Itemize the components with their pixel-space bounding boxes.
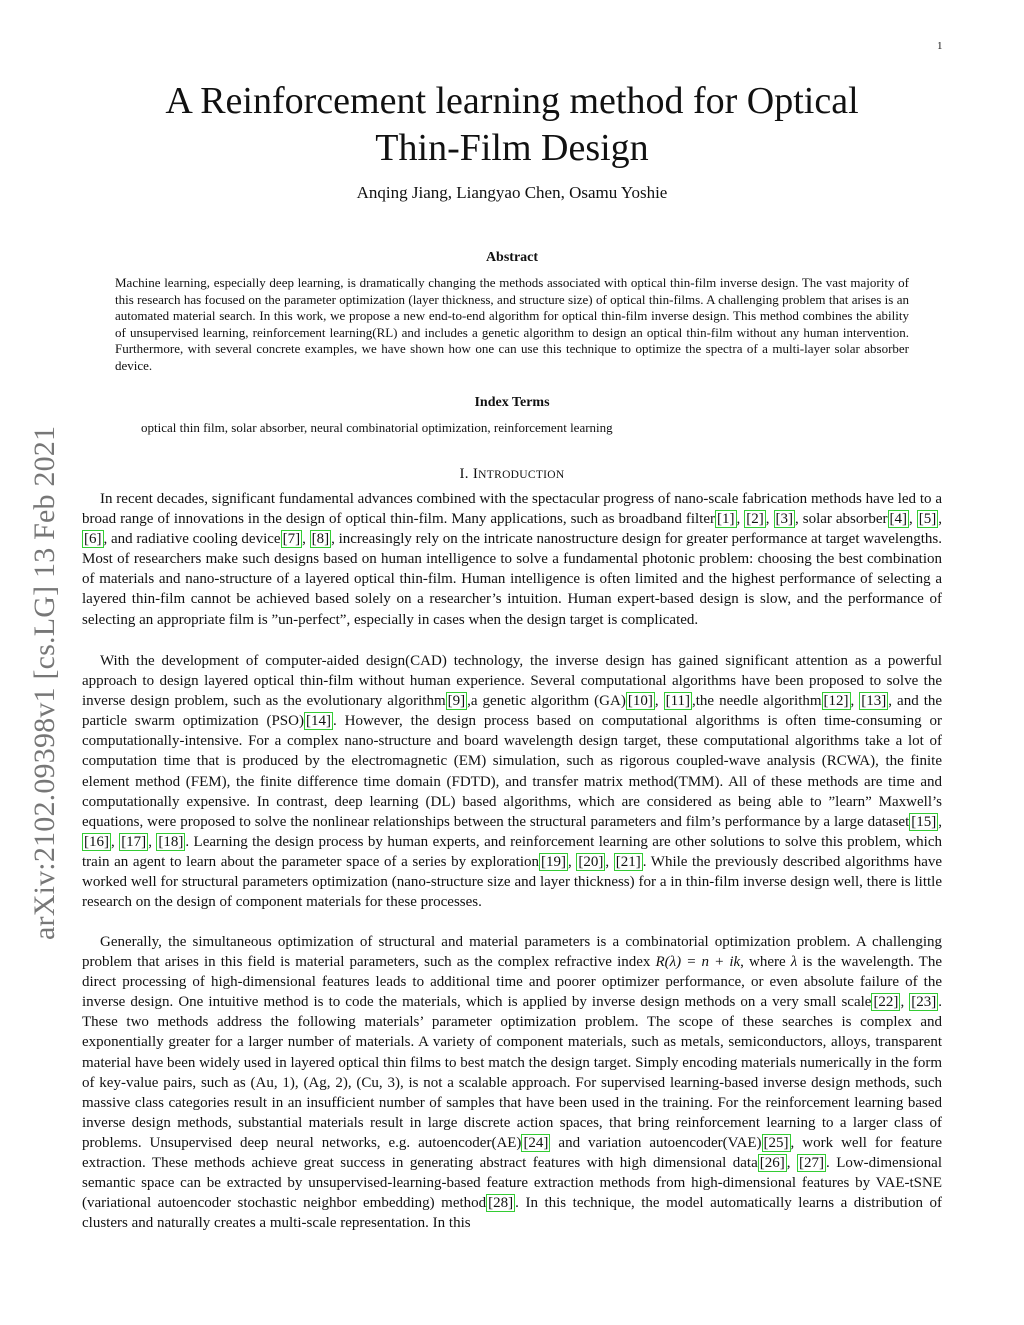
citation-link[interactable]: [26] — [759, 1155, 785, 1172]
section-heading-introduction — [0, 466, 1024, 483]
citation-link[interactable]: [2] — [746, 511, 764, 528]
paragraph-text: In recent decades, significant fundamental advances combined with the spectacular progress of nano-scale fabrication methods have led to a broad range of innovations in the design of optical thin-film. Many applications, such as broadband filter — [82, 491, 942, 528]
intro-paragraph-2 — [82, 651, 942, 912]
citation-link[interactable]: [7] — [282, 531, 301, 548]
paragraph-text: , — [302, 531, 310, 548]
paragraph-text: , where — [740, 954, 791, 971]
citation-link[interactable]: [20] — [578, 853, 604, 870]
paragraph-text: , — [148, 833, 157, 850]
citation-link[interactable]: [19] — [541, 853, 567, 870]
paragraph-text: ,a genetic algorithm (GA) — [467, 693, 626, 710]
paragraph-text: , — [736, 511, 745, 528]
abstract-text: Machine learning, especially deep learning, is dramatically changing the methods associated with optical thin-film inverse design. The vast majority of this research has focused on the parameter optimization (layer thickness, and structure size) of optical thin-films. A challenging problem that arises is an automated material search. In this work, we propose a new end-to-end algorithm for optical thin-film inverse design. This method combines the ability of unsupervised learning, reinforcement learning(RL) and includes a genetic algorithm to design an optical thin-film without any human intervention. Furthermore, with several concrete examples, we have shown how one can use this technique to optimize the spectra of a multi-layer solar absorber device. — [115, 275, 909, 373]
citation-link[interactable]: [28] — [488, 1195, 514, 1212]
title-line-2: Thin-Film Design — [375, 127, 649, 169]
paragraph-text: , solar absorber — [795, 511, 888, 528]
author-list: Anqing Jiang, Liangyao Chen, Osamu Yoshie — [356, 183, 668, 202]
paragraph-text: is the wavelength. The direct processing of high-dimensional features leads to additional time and poorer optimizer performance, or even absolute failure of the inverse design. One intuitive method is to code the materials, which is applied by inverse design methods on a very small scale — [82, 954, 942, 1011]
citation-link[interactable]: [24] — [523, 1134, 549, 1151]
paragraph-text: , — [568, 853, 577, 870]
section-number: I. — [459, 466, 469, 482]
citation-link[interactable]: [22] — [873, 994, 899, 1011]
paragraph-text: , — [111, 833, 120, 850]
index-terms-heading: Index Terms — [474, 395, 550, 410]
paragraph-text: Generally, the simultaneous optimization of structural and material parameters is a combinatorial optimization problem. A challenging problem that arises in this field is material parameters, such as the complex refractive index — [82, 934, 942, 971]
paragraph-text: . Low-dimensional semantic space can be extracted by unsupervised-learning-based feature extraction methods from high-dimensional features by VAE-tSNE (variational autoencoder stochastic neighbor embedding) method — [82, 1155, 943, 1212]
page-number: 1 — [937, 40, 943, 52]
abstract-heading: Abstract — [485, 250, 539, 265]
paragraph-text: , — [850, 693, 860, 710]
index-terms-text: optical thin film, solar absorber, neural combinatorial optimization, reinforcement learning — [141, 420, 613, 435]
paragraph-text: , — [938, 511, 943, 528]
intro-paragraph-1 — [82, 489, 942, 630]
citation-link[interactable]: [14] — [305, 713, 331, 730]
citation-link[interactable]: [3] — [775, 511, 793, 528]
citation-link[interactable]: [4] — [889, 511, 908, 528]
paragraph-text: and variation autoencoder(VAE) — [550, 1134, 762, 1151]
citation-link[interactable]: [21] — [615, 853, 641, 870]
citation-link[interactable]: [18] — [158, 833, 184, 850]
paragraph-text: , increasingly rely on the intricate nanostructure design for greater performance at target wavelengths. Most of researchers make such designs based on human intelligence to solve a fundamental photonic problem: choosing the best combination of materials and nano-structure of a layered optical thin-film. Human intelligence is often limited and the highest performance of selecting a layered thin-film cannot be achieved based solely on a researcher’s intuition. Human expert-based design is slow, and the performance of selecting an appropriate film is ”un-perfect”, especially in cases when the design target is complicated. — [82, 531, 942, 628]
paragraph-text: . However, the design process based on computational algorithms is often time-consuming or computationally-intensive. For a complex nano-structure and board wavelength design target, these computational algorithms take a lot of computation time that is produced by the electromagnetic (EM) simulation, such as rigorous coupled-wave analysis (RCWA), the finite element method (FEM), the finite difference time domain (FDTD), and transfer matrix method(TMM). All of these methods are time and computationally expensive. In contrast, deep learning (DL) based algorithms, which are considered as being able to ”learn” Maxwell’s equations, were proposed to solve the nonlinear relationships between the structural parameters and film’s performance by a large dataset — [82, 713, 942, 830]
citation-link[interactable]: [25] — [763, 1134, 789, 1151]
citation-link[interactable]: [16] — [84, 833, 109, 850]
citation-link[interactable]: [17] — [121, 833, 147, 850]
section-title-rest: NTRODUCTION — [478, 469, 565, 481]
wavelength-symbol: λ — [790, 954, 798, 971]
paragraph-text: . While the previously described algorithms have worked well for structural parameters optimization (nano-structure size and layer thickness) for a in thin-film inverse design well, there is little research on the design of component materials for these processes. — [82, 853, 943, 911]
citation-link[interactable]: [11] — [665, 693, 691, 710]
paper-title — [0, 78, 1024, 172]
paragraph-text: . Learning the design process by human experts, and reinforcement learning are other solutions to solve this problem, which train an agent to learn about the parameter space of a series by exploration — [82, 833, 943, 870]
citation-link[interactable]: [12] — [823, 693, 849, 710]
citation-link[interactable]: [5] — [918, 511, 937, 528]
intro-paragraph-3 — [82, 932, 942, 1233]
paragraph-text: , and radiative cooling device — [103, 531, 281, 548]
paragraph-text: , — [605, 853, 614, 870]
paragraph-text: , and the particle swarm optimization (PSO) — [82, 693, 943, 730]
citation-link[interactable]: [13] — [861, 693, 887, 710]
refractive-index-formula: R(λ) = n + ik — [655, 954, 741, 971]
citation-link[interactable]: [27] — [798, 1155, 824, 1172]
paragraph-text: . These two methods address the following materials’ parameter optimization problem. The scope of these searches is complex and exponentially greater for a larger number of materials. A variety of component materials, such as metals, semiconductors, alloys, transparent material have been widely used in layered optical thin films to best match the design target. Simply encoding materials numerically in the form of key-value pairs, such as (Au, 1), (Ag, 2), (Cu, 3), is not a scalable approach. For supervised learning-based inverse design methods, such massive class categories result in an insufficient number of samples that have been used in the training. For the reinforcement learning based inverse design methods, substantial materials result in large discrete action spaces, that bring reinforcement learning to a larger class of problems. Unsupervised deep neural networks, e.g. autoencoder(AE) — [82, 994, 942, 1151]
paragraph-text: , — [938, 813, 942, 830]
citation-link[interactable]: [15] — [911, 813, 937, 830]
citation-link[interactable]: [6] — [84, 531, 102, 548]
citation-link[interactable]: [23] — [911, 994, 937, 1011]
section-title-initial: I — [472, 466, 479, 482]
citation-link[interactable]: [1] — [717, 511, 735, 528]
citation-link[interactable]: [9] — [447, 693, 466, 710]
citation-link[interactable]: [10] — [627, 693, 653, 710]
title-line-1: A Reinforcement learning method for Optical — [165, 80, 859, 122]
paragraph-text: , — [909, 511, 917, 528]
paragraph-text: . In this technique, the model automatically learns a distribution of clusters and naturally creates a multi-scale representation. In this — [82, 1195, 942, 1232]
paragraph-text: , — [654, 693, 664, 710]
arxiv-identifier-stamp[interactable]: arXiv:2102.09398v1 [cs.LG] 13 Feb 2021 — [28, 425, 61, 940]
paragraph-text: With the development of computer-aided design(CAD) technology, the inverse design has gained significant attention as a powerful approach to design layered optical thin-film without human experience. Several computational algorithms have been proposed to solve the inverse design problem, such as the evolutionary algorithm — [82, 653, 942, 710]
paragraph-text: , — [900, 994, 910, 1011]
paragraph-text: , — [765, 511, 774, 528]
paragraph-text: , work well for feature extraction. These methods achieve great success in generating abstract features with high dimensional data — [82, 1134, 943, 1172]
citation-link[interactable]: [8] — [311, 531, 330, 548]
paragraph-text: ,the needle algorithm — [692, 693, 822, 710]
paragraph-text: , — [786, 1155, 797, 1172]
